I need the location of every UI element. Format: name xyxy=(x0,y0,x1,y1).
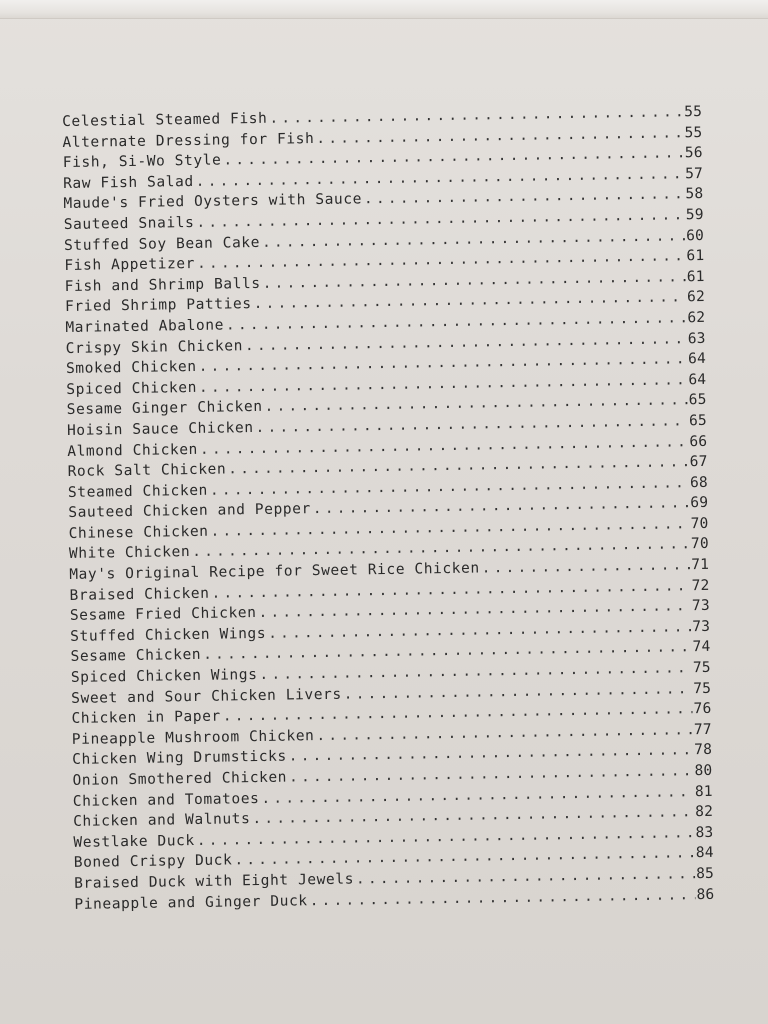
entry-page-number: 62 xyxy=(687,309,706,327)
entry-title: Hoisin Sauce Chicken xyxy=(66,419,254,439)
entry-page-number: 71 xyxy=(691,556,710,574)
entry-page-number: 73 xyxy=(692,618,711,636)
entry-title: Braised Chicken xyxy=(69,585,210,604)
entry-title: Stuffed Soy Bean Cake xyxy=(63,234,261,254)
entry-page-number: 62 xyxy=(686,289,706,306)
entry-page-number: 77 xyxy=(693,721,712,738)
entry-page-number: 76 xyxy=(693,701,712,718)
entry-page-number: 55 xyxy=(684,124,703,141)
entry-page-number: 61 xyxy=(686,268,705,285)
entry-title: Sauteed Chicken and Pepper xyxy=(68,501,311,522)
entry-page-number: 73 xyxy=(691,598,710,615)
entry-page-number: 58 xyxy=(685,186,704,203)
entry-title: Fish and Shrimp Balls xyxy=(64,275,261,295)
entry-page-number: 80 xyxy=(694,762,713,780)
entry-page-number: 64 xyxy=(688,371,707,388)
entry-page-number: 85 xyxy=(696,865,715,883)
entry-page-number: 78 xyxy=(694,742,713,759)
entry-title: Sesame Chicken xyxy=(70,647,202,666)
entry-page-number: 65 xyxy=(688,412,708,430)
entry-page-number: 74 xyxy=(692,639,711,656)
entry-title: Sesame Fried Chicken xyxy=(69,605,257,625)
paper-top-edge xyxy=(0,0,768,19)
entry-title: Braised Duck with Eight Jewels xyxy=(73,871,355,892)
entry-title: Spiced Chicken Wings xyxy=(70,667,258,686)
table-of-contents xyxy=(62,102,715,915)
entry-title: Marinated Abalone xyxy=(65,317,225,336)
entry-title: Chinese Chicken xyxy=(68,523,209,542)
entry-title: Sweet and Sour Chicken Livers xyxy=(71,686,342,707)
entry-title: Smoked Chicken xyxy=(65,359,197,378)
entry-title: Celestial Steamed Fish xyxy=(62,110,268,130)
entry-page-number: 56 xyxy=(684,145,703,162)
entry-page-number: 64 xyxy=(687,351,707,368)
entry-page-number: 84 xyxy=(695,845,714,862)
entry-page-number: 63 xyxy=(687,330,706,347)
entry-page-number: 83 xyxy=(695,824,714,841)
entry-page-number: 72 xyxy=(691,577,710,594)
entry-title: Fried Shrimp Patties xyxy=(64,296,252,316)
entry-title: Pineapple Mushroom Chicken xyxy=(71,727,315,748)
entry-title: Chicken and Walnuts xyxy=(73,811,251,831)
entry-title: Chicken in Paper xyxy=(71,708,221,728)
entry-page-number: 59 xyxy=(685,206,704,224)
entry-page-number: 57 xyxy=(685,165,704,182)
entry-title: Chicken and Tomatoes xyxy=(72,790,260,810)
entry-title: Rock Salt Chicken xyxy=(67,461,227,481)
entry-page-number: 75 xyxy=(693,680,712,697)
entry-title: White Chicken xyxy=(68,544,191,563)
entry-page-number: 68 xyxy=(689,474,709,491)
entry-page-number: 82 xyxy=(695,804,714,821)
entry-page-number: 81 xyxy=(694,783,713,800)
entry-title: Sesame Ginger Chicken xyxy=(66,399,263,419)
entry-page-number: 70 xyxy=(690,515,709,533)
entry-title: Crispy Skin Chicken xyxy=(65,337,244,357)
entry-page-number: 75 xyxy=(692,659,711,677)
entry-title: Raw Fish Salad xyxy=(63,173,194,192)
entry-page-number: 61 xyxy=(686,248,705,265)
entry-title: May's Original Recipe for Sweet Rice Chicken xyxy=(69,560,480,584)
entry-title: Chicken Wing Drumsticks xyxy=(72,748,287,769)
entry-title: Pineapple and Ginger Duck xyxy=(74,892,308,913)
entry-title: Fish, Si-Wo Style xyxy=(62,152,222,172)
entry-page-number: 69 xyxy=(690,495,709,512)
entry-title: Sauteed Snails xyxy=(63,214,195,233)
entry-title: Westlake Duck xyxy=(73,832,195,851)
entry-title: Almond Chicken xyxy=(67,441,199,460)
entry-page-number: 60 xyxy=(686,227,705,244)
entry-title: Boned Crispy Duck xyxy=(73,852,233,872)
entry-page-number: 55 xyxy=(684,103,703,121)
entry-title: Spiced Chicken xyxy=(66,379,198,398)
entry-page-number: 67 xyxy=(689,453,708,471)
entry-title: Fish Appetizer xyxy=(64,256,196,275)
entry-page-number: 66 xyxy=(689,433,708,450)
entry-page-number: 86 xyxy=(696,886,715,903)
entry-title: Maude's Fried Oysters with Sauce xyxy=(63,191,363,213)
entry-page-number: 70 xyxy=(690,536,709,553)
entry-title: Steamed Chicken xyxy=(67,482,209,501)
entry-title: Stuffed Chicken Wings xyxy=(70,625,267,645)
entry-title: Alternate Dressing for Fish xyxy=(62,130,315,151)
entry-page-number: 65 xyxy=(688,392,707,409)
entry-title: Onion Smothered Chicken xyxy=(72,769,288,789)
